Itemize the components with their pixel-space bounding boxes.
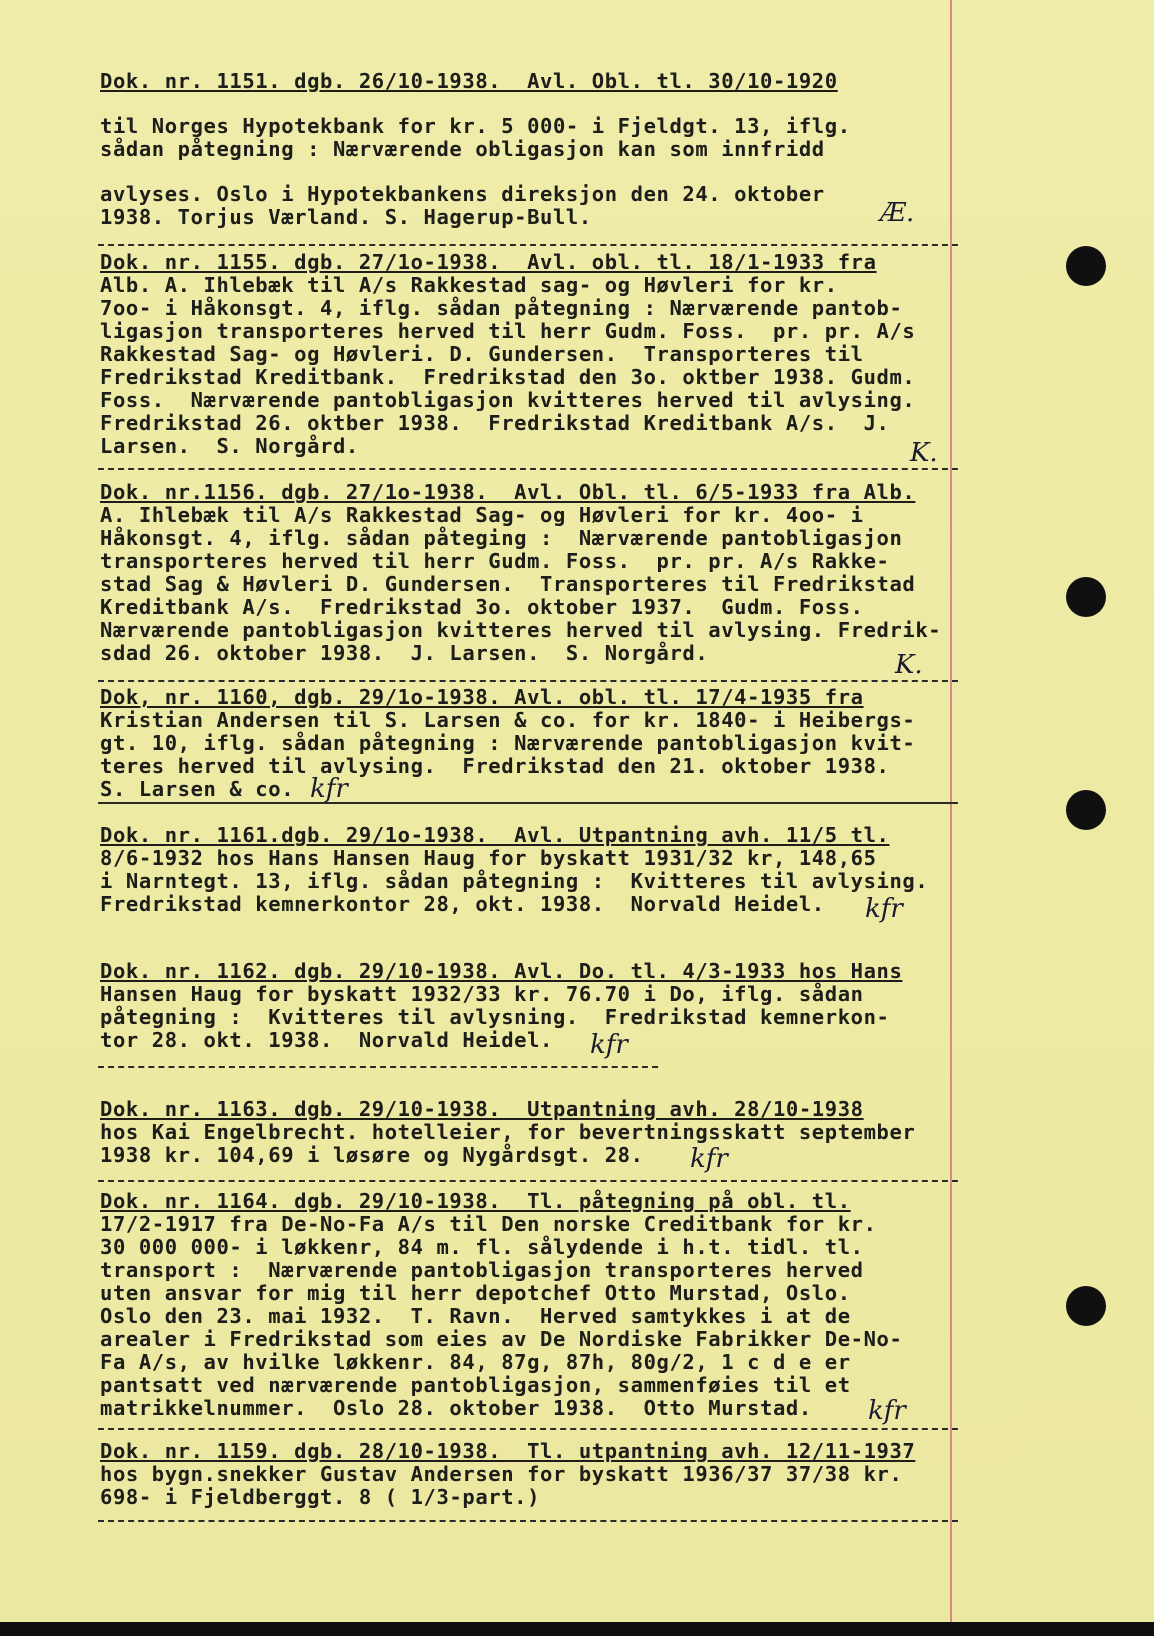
entry-header: Dok. nr. 1163. dgb. 29/10-1938. Utpantning avh. 28/10-1938 xyxy=(100,1097,864,1121)
entry-line: sådan påtegning : Nærværende obligasjon kan som innfridd xyxy=(100,137,825,161)
entry-line: Foss. Nærværende pantobligasjon kvitteres herved til avlysing. xyxy=(100,388,916,412)
entry-1156 xyxy=(100,481,970,665)
entry-line: A. Ihlebæk til A/s Rakkestad Sag- og Høvleri for kr. 4oo- i xyxy=(100,503,864,527)
entry-line: 8/6-1932 hos Hans Hansen Haug for byskatt 1931/32 kr, 148,65 xyxy=(100,846,877,870)
entry-line: 7oo- i Håkonsgt. 4, iflg. sådan påtegning : Nærværende pantob- xyxy=(100,296,903,320)
entry-line: gt. 10, iflg. sådan påtegning : Nærværende pantobligasjon kvit- xyxy=(100,731,916,755)
entry-1164 xyxy=(100,1190,970,1420)
entry-separator xyxy=(98,468,958,470)
entry-line: Hansen Haug for byskatt 1932/33 kr. 76.70 i Do, iflg. sådan xyxy=(100,982,864,1006)
entry-line: hos Kai Engelbrecht. hotelleier, for bevertningsskatt september xyxy=(100,1120,916,1144)
initials-mark: kfr xyxy=(310,774,348,804)
entry-line: påtegning : Kvitteres til avlysning. Fredrikstad kemnerkon- xyxy=(100,1005,890,1029)
entry-line: Nærværende pantobligasjon kvitteres herved til avlysing. Fredrik- xyxy=(100,618,942,642)
punch-hole xyxy=(1066,790,1106,830)
entry-line: transport : Nærværende pantobligasjon transporteres herved xyxy=(100,1258,864,1282)
punch-hole xyxy=(1066,246,1106,286)
entry-header: Dok. nr. 1155. dgb. 27/1o-1938. Avl. obl. tl. 18/1-1933 fra xyxy=(100,250,877,274)
entry-separator xyxy=(98,1066,658,1068)
entry-line: avlyses. Oslo i Hypotekbankens direksjon den 24. oktober xyxy=(100,182,825,206)
entry-line: 698- i Fjeldberggt. 8 ( 1/3-part.) xyxy=(100,1485,541,1509)
entry-line: Larsen. S. Norgård. xyxy=(100,434,359,458)
entry-line: Fredrikstad 26. oktber 1938. Fredrikstad Kreditbank A/s. J. xyxy=(100,411,890,435)
entry-line: Oslo den 23. mai 1932. T. Ravn. Herved samtykkes i at de xyxy=(100,1304,851,1328)
initials-mark: kfr xyxy=(868,1396,906,1426)
entry-line: Fa A/s, av hvilke løkkenr. 84, 87g, 87h, 80g/2, 1 c d e er xyxy=(100,1350,851,1374)
entry-separator xyxy=(98,680,958,682)
entry-line: 30 000 000- i løkkenr, 84 m. fl. sålydende i h.t. tidl. tl. xyxy=(100,1235,864,1259)
entry-1160 xyxy=(100,686,970,801)
entry-separator xyxy=(98,1180,958,1182)
entry-1159 xyxy=(100,1440,970,1509)
entry-header: Dok. nr. 1161.dgb. 29/1o-1938. Avl. Utpantning avh. 11/5 tl. xyxy=(100,823,890,847)
entry-line: Rakkestad Sag- og Høvleri. D. Gundersen. Transporteres til xyxy=(100,342,864,366)
entry-header: Dok. nr.1156. dgb. 27/1o-1938. Avl. Obl. tl. 6/5-1933 fra Alb. xyxy=(100,480,916,504)
entry-line: ligasjon transporteres herved til herr Gudm. Foss. pr. pr. A/s xyxy=(100,319,916,343)
entry-1161 xyxy=(100,824,970,916)
initials-mark: Æ. xyxy=(880,198,915,228)
entry-line: Fredrikstad Kreditbank. Fredrikstad den 3o. oktber 1938. Gudm. xyxy=(100,365,916,389)
entry-1163 xyxy=(100,1098,970,1167)
entry-line: hos bygn.snekker Gustav Andersen for byskatt 1936/37 37/38 kr. xyxy=(100,1462,903,1486)
initials-mark: kfr xyxy=(690,1144,728,1174)
entry-line: til Norges Hypotekbank for kr. 5 000- i Fjeldgt. 13, iflg. xyxy=(100,114,851,138)
entry-line: arealer i Fredrikstad som eies av De Nordiske Fabrikker De-No- xyxy=(100,1327,903,1351)
entry-line: 17/2-1917 fra De-No-Fa A/s til Den norske Creditbank for kr. xyxy=(100,1212,877,1236)
entry-line: 1938. Torjus Værland. S. Hagerup-Bull. xyxy=(100,205,592,229)
entry-line: Alb. A. Ihlebæk til A/s Rakkestad sag- og Høvleri for kr. xyxy=(100,273,838,297)
entry-line: i Narntegt. 13, iflg. sådan påtegning : Kvitteres til avlysing. xyxy=(100,869,929,893)
entry-header: Dok. nr. 1159. dgb. 28/10-1938. Tl. utpantning avh. 12/11-1937 xyxy=(100,1439,916,1463)
entry-line: Kristian Andersen til S. Larsen & co. for kr. 1840- i Heibergs- xyxy=(100,708,916,732)
entry-separator xyxy=(98,1428,958,1430)
entry-line: sdad 26. oktober 1938. J. Larsen. S. Norgård. xyxy=(100,641,709,665)
entry-separator xyxy=(98,802,958,804)
entry-separator xyxy=(98,244,958,246)
initials-mark: K. xyxy=(910,438,938,468)
entry-1151 xyxy=(100,70,970,229)
entry-header: Dok. nr. 1162. dgb. 29/10-1938. Avl. Do. tl. 4/3-1933 hos Hans xyxy=(100,959,903,983)
entry-header: Dok, nr. 1160, dgb. 29/1o-1938. Avl. obl. tl. 17/4-1935 fra xyxy=(100,685,864,709)
initials-mark: kfr xyxy=(590,1030,628,1060)
entry-line: Håkonsgt. 4, iflg. sådan påteging : Nærværende pantobligasjon xyxy=(100,526,903,550)
entry-line: teres herved til avlysing. Fredrikstad den 21. oktober 1938. xyxy=(100,754,890,778)
entry-line: S. Larsen & co. xyxy=(100,777,295,801)
entry-header: Dok. nr. 1164. dgb. 29/10-1938. Tl. påtegning på obl. tl. xyxy=(100,1189,851,1213)
entry-header: Dok. nr. 1151. dgb. 26/10-1938. Avl. Obl. tl. 30/10-1920 xyxy=(100,69,838,93)
entry-line: transporteres herved til herr Gudm. Foss. pr. pr. A/s Rakke- xyxy=(100,549,890,573)
initials-mark: K. xyxy=(895,650,923,680)
entry-line: stad Sag & Høvleri D. Gundersen. Transporteres til Fredrikstad xyxy=(100,572,916,596)
entry-line: tor 28. okt. 1938. Norvald Heidel. xyxy=(100,1028,553,1052)
entry-line: 1938 kr. 104,69 i løsøre og Nygårdsgt. 28. xyxy=(100,1143,644,1167)
scan-edge xyxy=(0,1622,1154,1636)
entry-line: uten ansvar for mig til herr depotchef Otto Murstad, Oslo. xyxy=(100,1281,851,1305)
entry-line: Fredrikstad kemnerkontor 28, okt. 1938. Norvald Heidel. xyxy=(100,892,825,916)
entry-line: matrikkelnummer. Oslo 28. oktober 1938. Otto Murstad. xyxy=(100,1396,812,1420)
entry-1162 xyxy=(100,960,970,1052)
punch-hole xyxy=(1066,577,1106,617)
entry-line: Kreditbank A/s. Fredrikstad 3o. oktober 1937. Gudm. Foss. xyxy=(100,595,864,619)
punch-hole xyxy=(1066,1286,1106,1326)
entry-line: pantsatt ved nærværende pantobligasjon, sammenføies til et xyxy=(100,1373,851,1397)
entry-1155 xyxy=(100,251,970,458)
initials-mark: kfr xyxy=(865,894,903,924)
entry-separator xyxy=(98,1520,958,1522)
